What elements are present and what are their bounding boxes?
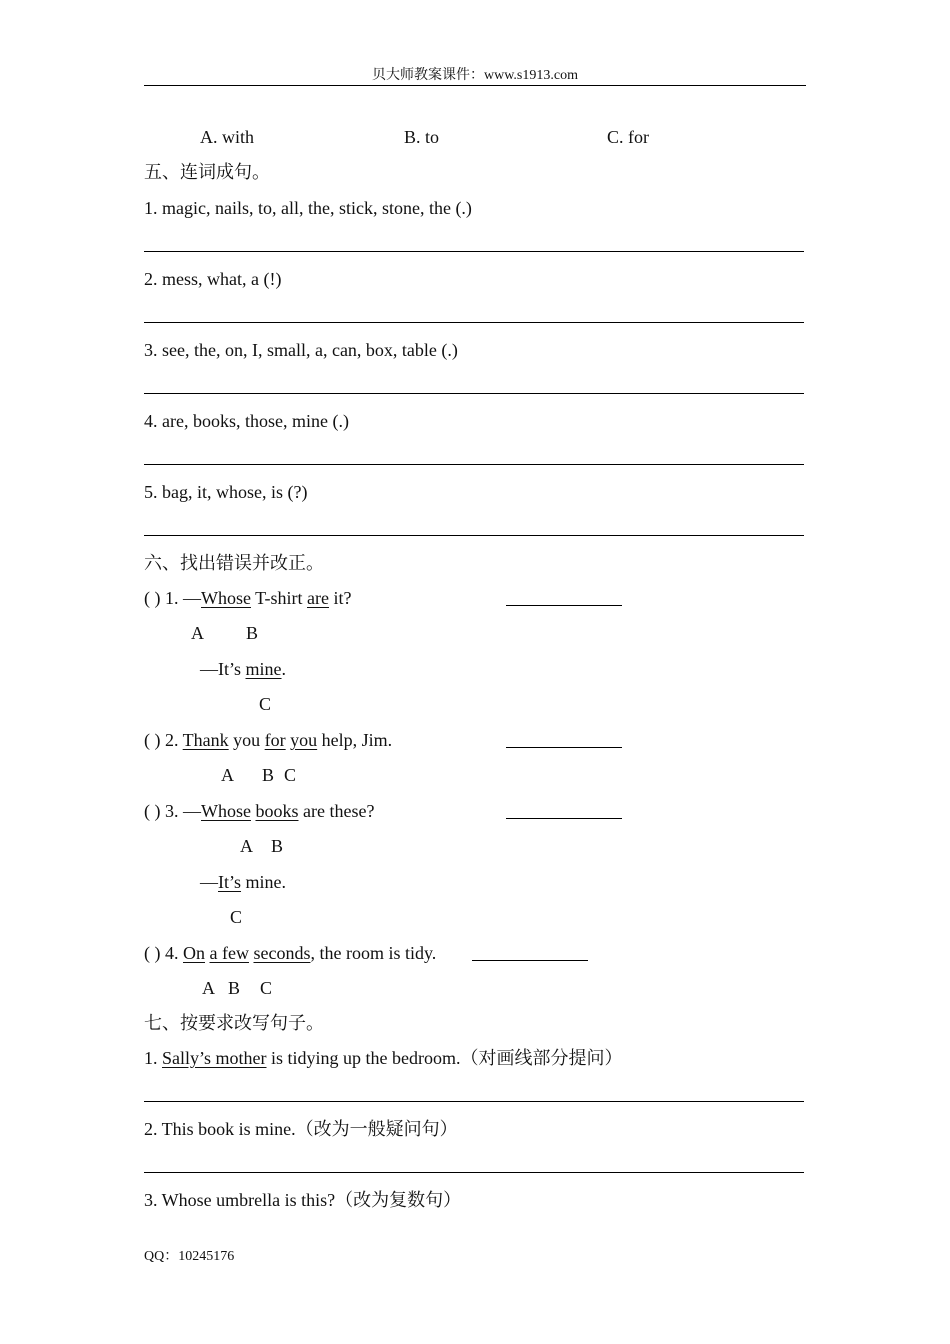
q3-prefix: ( ) 3. — (144, 801, 201, 821)
q4-text: , the room is tidy. (310, 943, 437, 963)
correction-blank-3 (506, 818, 622, 819)
section5-item-4: 4. are, books, those, mine (.) (144, 411, 349, 431)
q3-reply-text: — (200, 872, 218, 892)
section7-item-3: 3. Whose umbrella is this?（改为复数句） (144, 1190, 462, 1210)
error-question-4 (144, 942, 436, 964)
q4-part-a: On (183, 943, 205, 963)
item1-text: is tidying up the bedroom.（对画线部分提问） (266, 1048, 623, 1068)
q1-reply-text: —It’s (200, 659, 246, 679)
q4-part-c: seconds (253, 943, 311, 963)
q1-prefix: ( ) 1. — (144, 588, 201, 608)
q1-part-c: mine (245, 659, 282, 679)
answer-line (144, 251, 804, 252)
q3-label-a: A (240, 836, 253, 856)
answer-line (144, 1172, 804, 1173)
q1-part-a: Whose (201, 588, 251, 608)
section7-item-2: 2. This book is mine.（改为一般疑问句） (144, 1119, 458, 1139)
q2-label-a: A (221, 765, 234, 785)
q2-text: you (228, 730, 265, 750)
item1-prefix: 1. (144, 1048, 162, 1068)
q1-text: it? (328, 588, 352, 608)
q1-label-c: C (259, 694, 272, 714)
q2-part-a: Thank (182, 730, 229, 750)
q4-prefix: ( ) 4. (144, 943, 183, 963)
q2-label-b: B (262, 765, 275, 785)
q1-part-b: are (307, 588, 329, 608)
q1-text: T-shirt (250, 588, 307, 608)
q4-label-b: B (228, 978, 241, 998)
item1-underlined: Sally’s mother (162, 1048, 267, 1068)
answer-line (144, 393, 804, 394)
error-question-1-reply (200, 658, 286, 680)
q1-label-a: A (191, 623, 204, 643)
q3-part-a: Whose (201, 801, 251, 821)
q2-text: help, Jim. (317, 730, 393, 750)
q3-label-c: C (230, 907, 243, 927)
option-c: C. for (607, 127, 649, 147)
answer-line (144, 464, 804, 465)
q3-part-c: It’s (218, 872, 242, 892)
section5-item-1: 1. magic, nails, to, all, the, stick, stone, the (.) (144, 198, 472, 218)
section5-item-2: 2. mess, what, a (!) (144, 269, 282, 289)
q3-part-b: books (255, 801, 299, 821)
correction-blank-2 (506, 747, 622, 748)
q1-label-b: B (246, 623, 259, 643)
answer-line (144, 322, 804, 323)
section5-item-3: 3. see, the, on, I, small, a, can, box, table (.) (144, 340, 458, 360)
error-question-2 (144, 729, 392, 751)
q2-prefix: ( ) 2. (144, 730, 183, 750)
q4-part-b: a few (209, 943, 249, 963)
option-a: A. with (200, 127, 254, 147)
q1-reply-text: . (281, 659, 287, 679)
q3-label-b: B (271, 836, 284, 856)
correction-blank-1 (506, 605, 622, 606)
section5-item-5: 5. bag, it, whose, is (?) (144, 482, 308, 502)
section7-item-1 (144, 1047, 622, 1069)
correction-blank-4 (472, 960, 588, 961)
error-question-3-reply (200, 871, 286, 893)
q2-part-c: you (290, 730, 318, 750)
page-footer: QQ：10245176 (144, 1249, 235, 1264)
section6-title: 六、找出错误并改正。 (144, 553, 324, 573)
answer-line (144, 1101, 804, 1102)
error-question-1 (144, 587, 351, 609)
section7-title: 七、按要求改写句子。 (144, 1013, 324, 1033)
q4-label-a: A (202, 978, 215, 998)
answer-line (144, 535, 804, 536)
option-b: B. to (404, 127, 440, 147)
q2-part-b: for (264, 730, 286, 750)
error-question-3 (144, 800, 374, 822)
q3-reply-text: mine. (241, 872, 287, 892)
header-divider (144, 85, 806, 86)
section5-title: 五、连词成句。 (144, 162, 270, 182)
q4-label-c: C (260, 978, 273, 998)
page-header: 贝大师教案课件：www.s1913.com (372, 68, 578, 83)
q2-label-c: C (284, 765, 297, 785)
q3-text: are these? (298, 801, 375, 821)
